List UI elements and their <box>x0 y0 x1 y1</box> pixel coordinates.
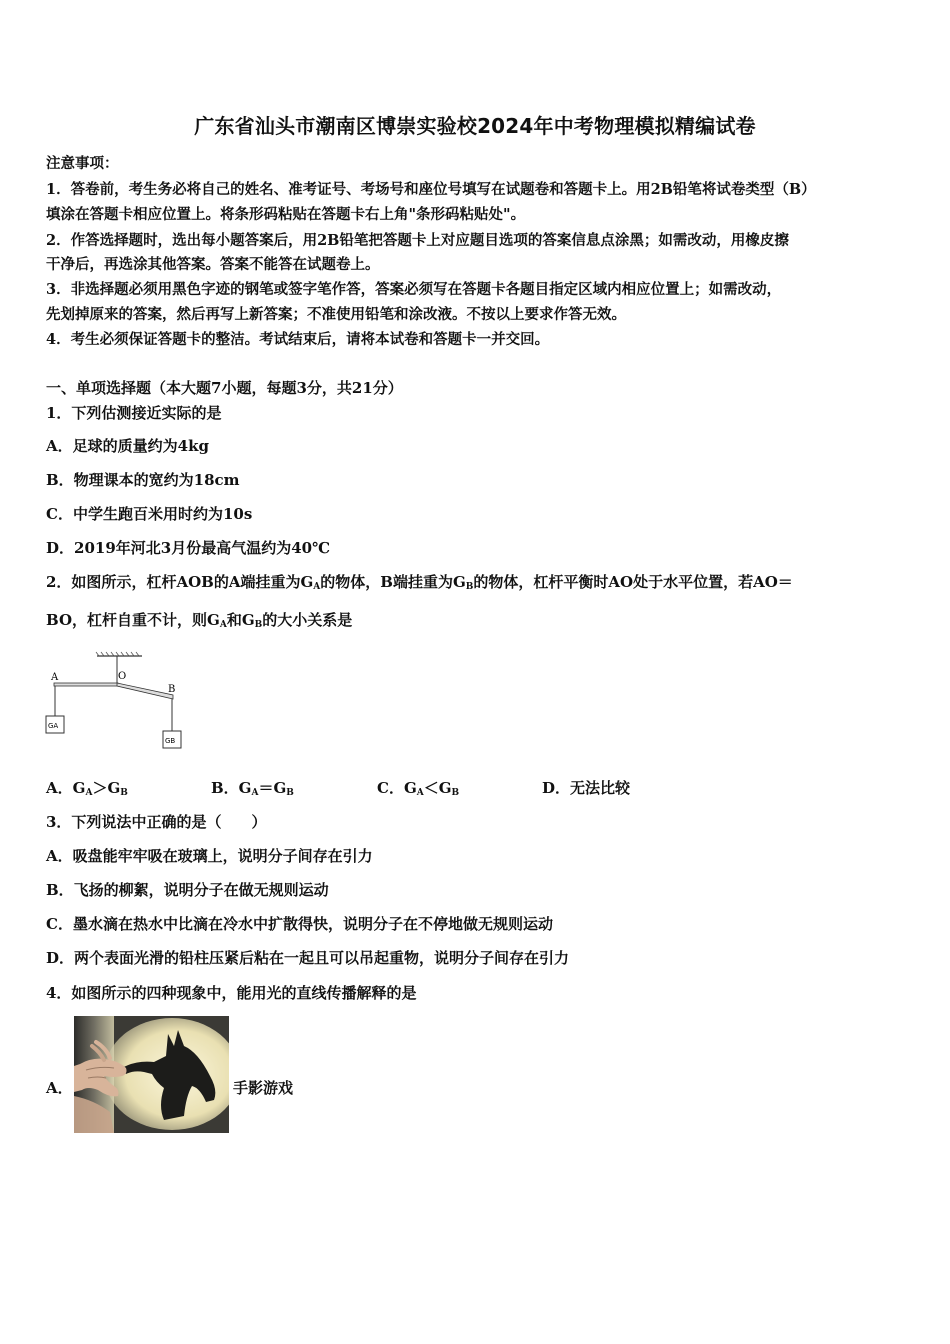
notice-line-2b: 干净后，再选涂其他答案。答案不能答在试题卷上。 <box>46 256 380 273</box>
q1-stem: 1．下列估测接近实际的是 <box>46 404 222 422</box>
q2-option-a: A．$G_A>G_B$ <box>46 779 128 798</box>
q3-option-b: B．飞扬的柳絮，说明分子在做无规则运动 <box>46 881 329 899</box>
weight-gb-label: GB <box>165 737 176 745</box>
q4-option-a-label: A． <box>46 1079 73 1097</box>
q4-stem: 4．如图所示的四种现象中，能用光的直线传播解释的是 <box>46 984 417 1002</box>
notice-line-1a: 1．答卷前，考生务必将自己的姓名、准考证号、考场号和座位号填写在试题卷和答题卡上。用2B铅笔将试卷类型（B） <box>46 181 816 198</box>
q2-option-b: B．$G_A=G_B$ <box>211 779 294 798</box>
q4-option-a-caption: 手影游戏 <box>233 1079 294 1097</box>
q2-option-c: C．$G_A<G_B$ <box>377 779 460 798</box>
notice-line-1b: 填涂在答题卡相应位置上。将条形码粘贴在答题卡右上角"条形码粘贴处"。 <box>46 206 526 223</box>
q1-option-d: D．2019年河北3月份最高气温约为40℃ <box>46 539 331 557</box>
lever-diagram <box>42 650 187 755</box>
notice-line-3a: 3．非选择题必须用黑色字迹的钢笔或签字笔作答，答案必须写在答题卡各题目指定区域内相应位置上；如需改动， <box>46 281 782 298</box>
q3-option-c: C．墨水滴在热水中比滴在冷水中扩散得快，说明分子在不停地做无规则运动 <box>46 915 553 933</box>
notice-line-3b: 先划掉原来的答案，然后再写上新答案；不准使用铅笔和涂改液。不按以上要求作答无效。 <box>46 306 626 323</box>
q2-stem-line1: 2．如图所示，杠杆AOB的A端挂重为$G_A$的物体，B端挂重为$G_B$的物体，杠杆平衡时AO处于水平位置，若AO＝ <box>46 573 793 592</box>
notice-heading: 注意事项： <box>46 155 119 172</box>
label-a: A <box>51 672 59 683</box>
notice-line-2a: 2．作答选择题时，选出每小题答案后，用2B铅笔把答题卡上对应题目选项的答案信息点涂黑；如需改动，用橡皮擦 <box>46 232 789 249</box>
q2-option-d: D．无法比较 <box>542 779 631 797</box>
q3-stem: 3．下列说法中正确的是（ ） <box>46 813 267 831</box>
q3-option-d: D．两个表面光滑的铅柱压紧后粘在一起且可以吊起重物，说明分子间存在引力 <box>46 949 570 967</box>
section-heading: 一、单项选择题（本大题7小题，每题3分，共21分） <box>46 379 403 397</box>
q3-option-a: A．吸盘能牢牢吸在玻璃上，说明分子间存在引力 <box>46 847 373 865</box>
hand-shadow-image <box>74 1016 229 1133</box>
label-o: O <box>118 671 127 682</box>
q2-stem-line2: BO，杠杆自重不计，则$G_A$和$G_B$的大小关系是 <box>46 611 353 630</box>
label-b: B <box>168 684 176 695</box>
weight-ga-label: GA <box>48 722 59 730</box>
q1-option-c: C．中学生跑百米用时约为10s <box>46 505 253 523</box>
q1-option-a: A．足球的质量约为4kg <box>46 437 209 455</box>
q1-option-b: B．物理课本的宽约为18cm <box>46 471 240 489</box>
notice-line-4: 4．考生必须保证答题卡的整洁。考试结束后，请将本试卷和答题卡一并交回。 <box>46 331 550 348</box>
exam-title: 广东省汕头市潮南区博崇实验校2024年中考物理模拟精编试卷 <box>194 114 756 138</box>
